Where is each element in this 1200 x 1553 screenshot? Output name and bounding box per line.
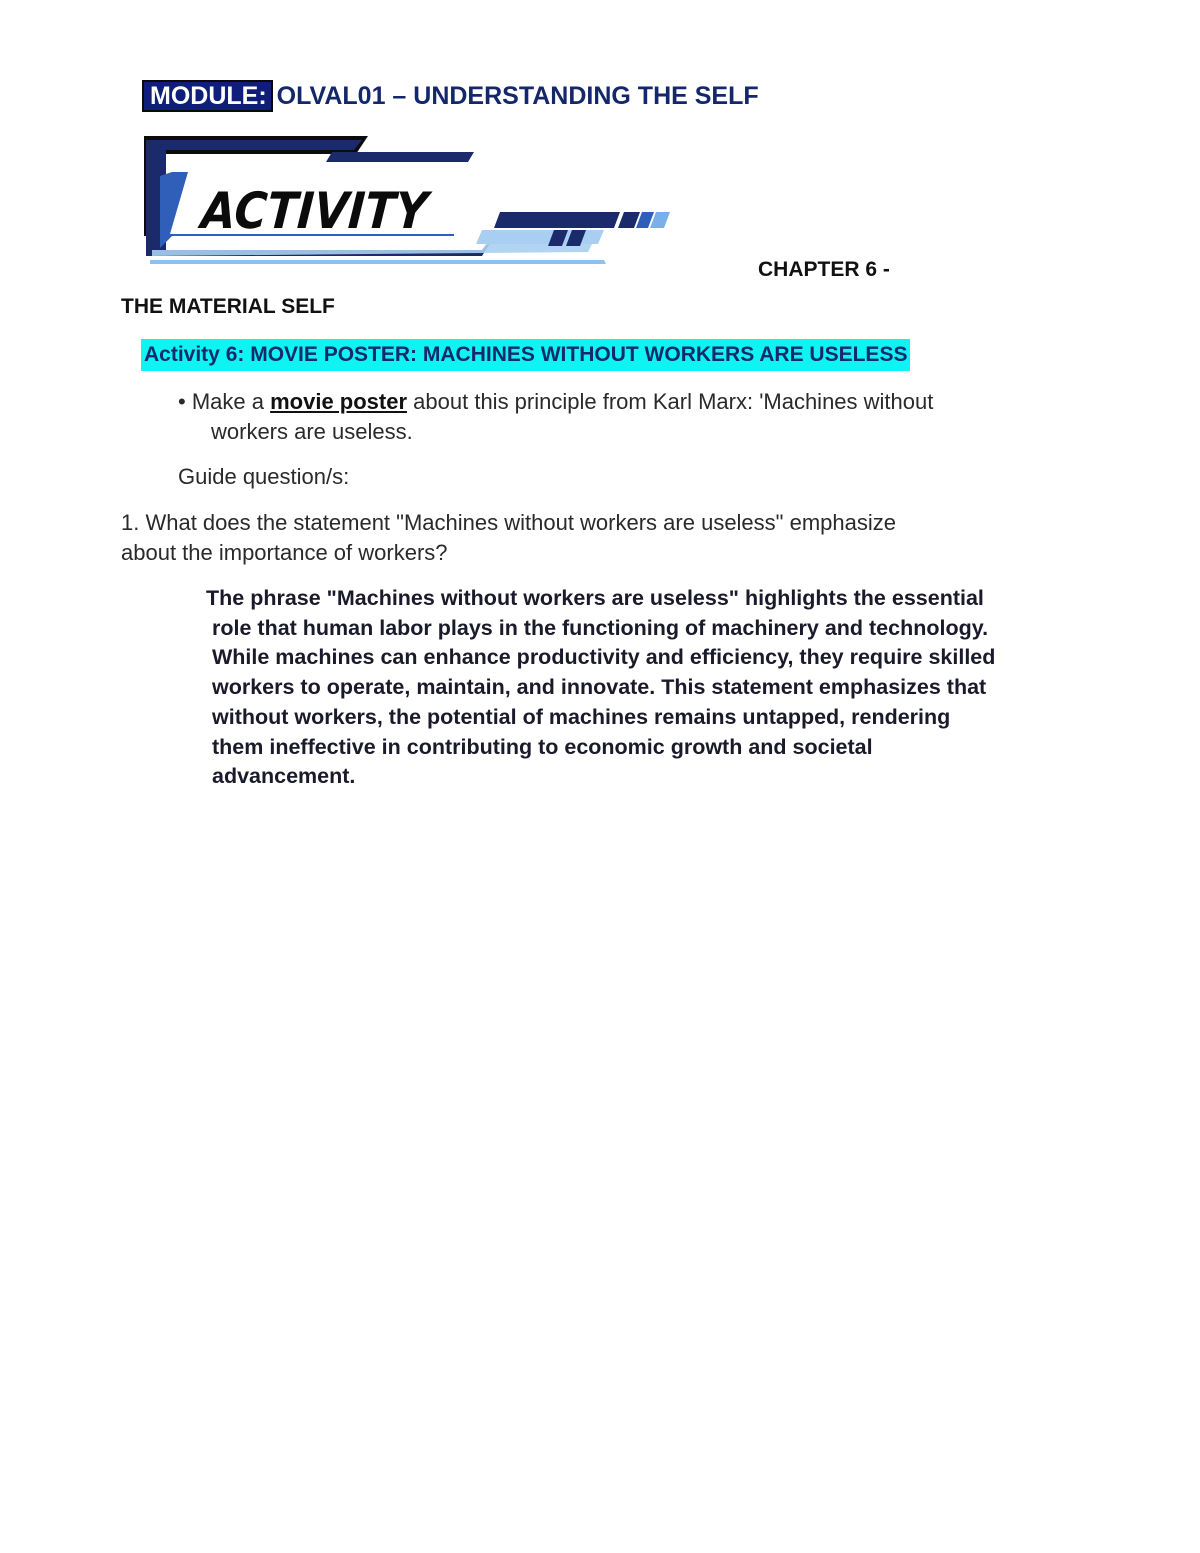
chapter-title: THE MATERIAL SELF	[121, 295, 335, 318]
guide-label: Guide question/s:	[178, 464, 350, 489]
banner-top-stripe	[152, 140, 362, 150]
instruction-prefix: Make a	[191, 389, 264, 414]
chapter-label: CHAPTER 6 -	[758, 258, 890, 281]
question-line-1: 1. What does the statement "Machines without workers are useless" emphasize	[121, 510, 896, 535]
answer-line: them ineffective in contributing to economic growth and societal	[212, 734, 873, 759]
banner-right-bar	[494, 212, 620, 228]
answer-line: workers to operate, maintain, and innovate. This statement emphasizes that	[212, 675, 987, 700]
module-title: OLVAL01 – UNDERSTANDING THE SELF	[276, 82, 759, 110]
banner-top-right-stripe	[326, 152, 474, 162]
answer-line: advancement.	[212, 764, 356, 789]
question-line-2: about the importance of workers?	[121, 540, 448, 565]
instruction-suffix: about this principle from Karl Marx: 'Machines without	[413, 389, 934, 414]
answer-line: While machines can enhance productivity and efficiency, they require skilled	[212, 645, 996, 670]
banner-stripe-1	[618, 212, 640, 228]
instruction-emphasis: movie poster	[270, 389, 408, 414]
activity-banner	[142, 132, 674, 268]
instruction-line	[178, 387, 933, 417]
answer-line: The phrase "Machines without workers are useless" highlights the essential	[206, 586, 984, 610]
activity-title: Activity 6: MOVIE POSTER: MACHINES WITHOUT WORKERS ARE USELESS	[141, 339, 910, 371]
module-header	[142, 80, 759, 112]
answer-line: role that human labor plays in the functioning of machinery and technology.	[212, 615, 989, 640]
banner-shadow-shape	[150, 260, 606, 264]
answer-line: without workers, the potential of machines remains untapped, rendering	[212, 704, 951, 729]
bullet-mark: •	[178, 389, 186, 414]
module-tag: MODULE:	[142, 80, 273, 112]
banner-text: ACTIVITY	[199, 182, 458, 240]
instruction-continuation: workers are useless.	[211, 419, 413, 444]
answer-paragraph	[206, 584, 1036, 792]
